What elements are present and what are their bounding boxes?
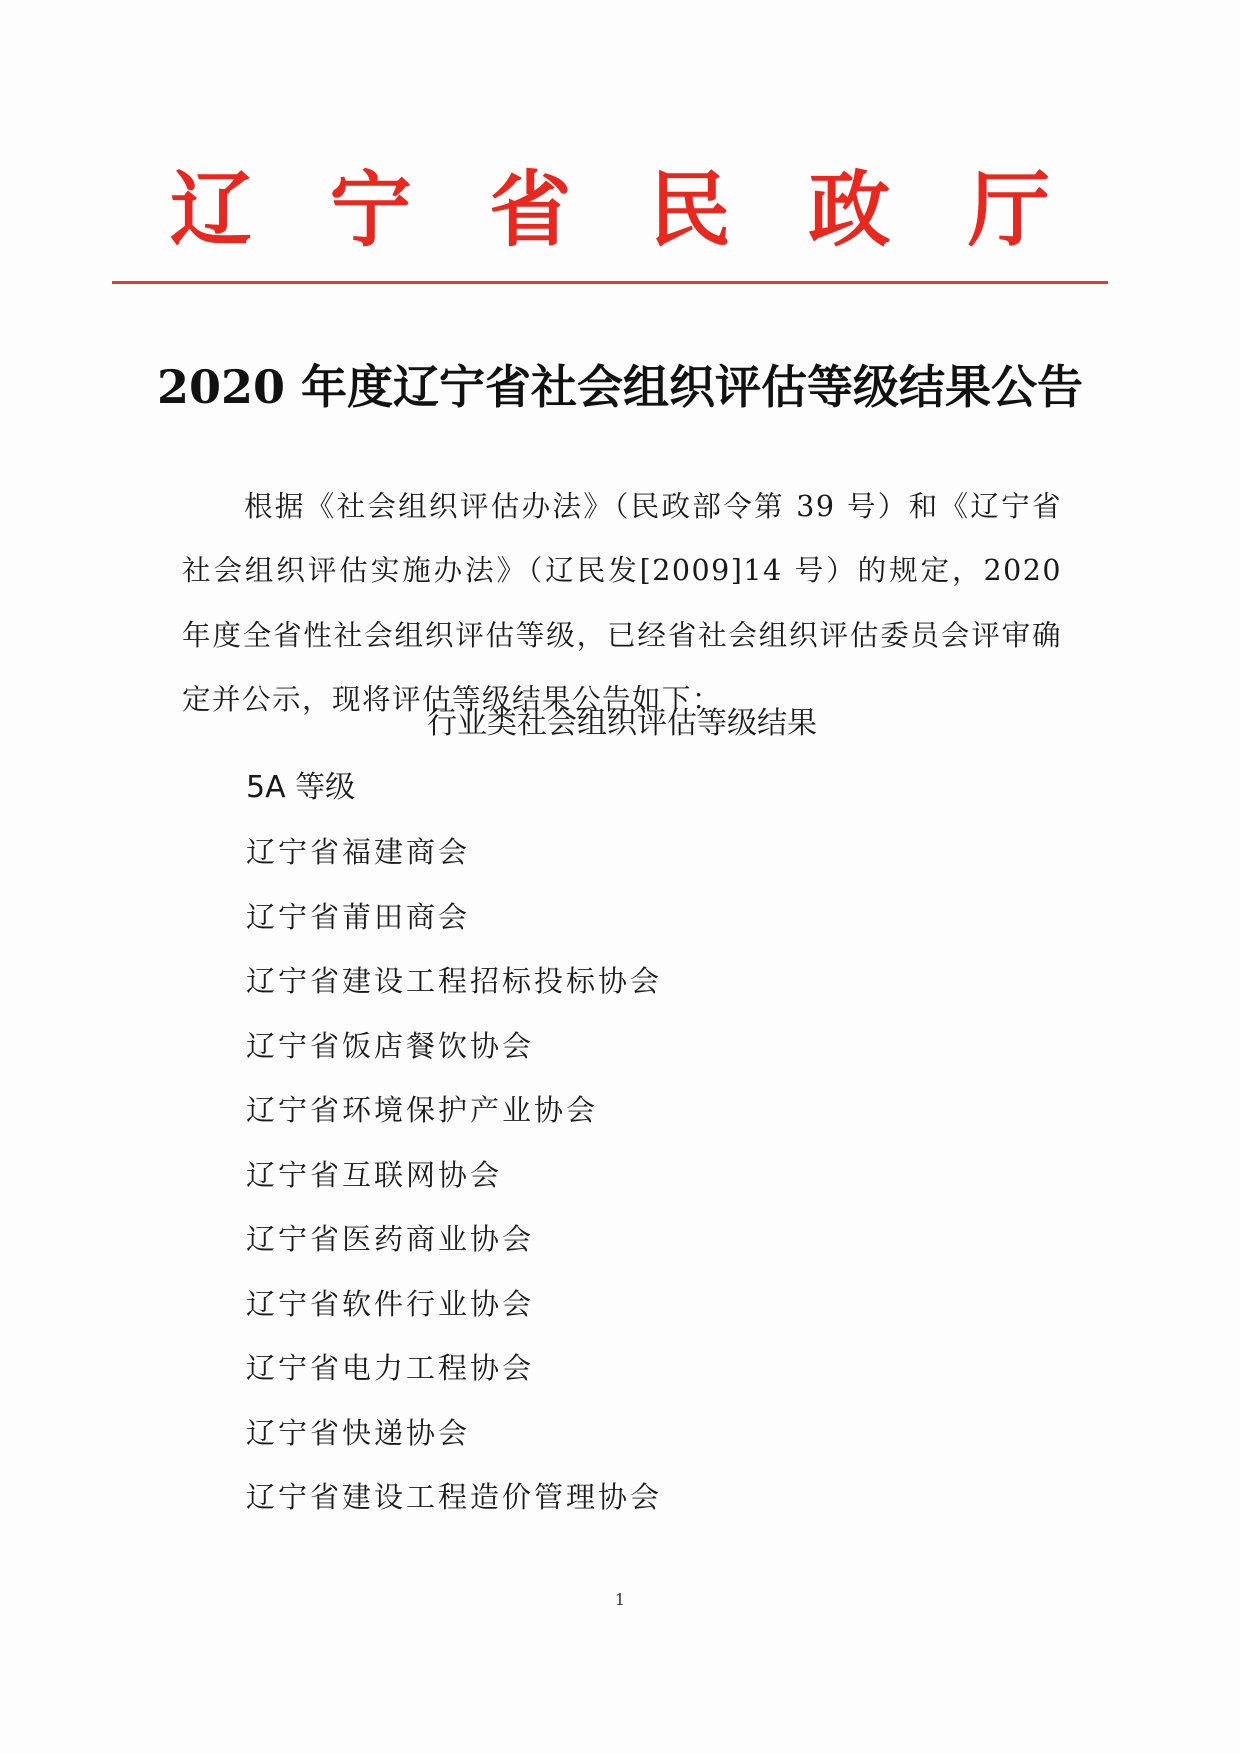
letterhead-char: 宁 — [329, 162, 412, 258]
letterhead-char: 民 — [648, 162, 731, 258]
organization-item: 辽宁省环境保护产业协会 — [246, 1093, 599, 1127]
letterhead-char: 辽 — [170, 162, 253, 258]
document-title: 2020 年度辽宁省社会组织评估等级结果公告 — [156, 360, 1084, 414]
organization-item: 辽宁省软件行业协会 — [246, 1286, 535, 1321]
organization-item: 辽宁省饭店餐饮协会 — [246, 1028, 535, 1063]
organization-item: 辽宁省莆田商会 — [246, 899, 471, 934]
organization-item: 辽宁省快递协会 — [246, 1415, 471, 1450]
letterhead-char: 厅 — [967, 162, 1050, 258]
organization-list — [246, 830, 662, 1540]
organization-item: 辽宁省建设工程招标投标协会 — [246, 964, 663, 998]
letterhead-char: 政 — [808, 162, 891, 258]
grade-label: 5A 等级 — [246, 770, 356, 805]
organization-item: 辽宁省电力工程协会 — [246, 1351, 535, 1385]
organization-item: 辽宁省福建商会 — [246, 835, 471, 869]
organization-item: 辽宁省互联网协会 — [246, 1157, 503, 1192]
letterhead — [170, 160, 1050, 260]
letterhead-char: 省 — [489, 162, 572, 258]
body-paragraph: 根据《社会组织评估办法》（民政部令第 39 号）和《辽宁省社会组织评估实施办法》（辽民发[2009]14 号）的规定，2020 年度全省性社会组织评估等级，已经省社会组织评估委员会评审确定并公示，现将评估等级结果公告如下： — [182, 489, 1062, 716]
section-title: 行业类社会组织评估等级结果 — [427, 706, 817, 741]
page-number: 1 — [614, 1590, 626, 1609]
organization-item: 辽宁省建设工程造价管理协会 — [246, 1480, 663, 1514]
organization-item: 辽宁省医药商业协会 — [246, 1222, 535, 1256]
letterhead-divider — [112, 281, 1108, 284]
